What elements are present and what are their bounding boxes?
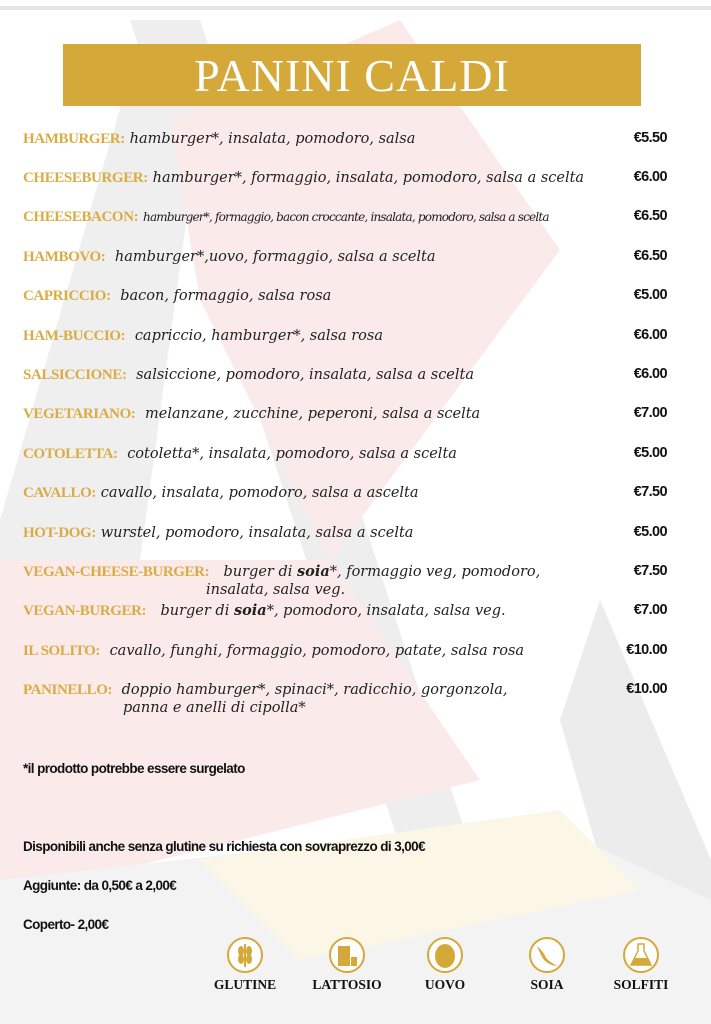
item-desc-line2: panna e anelli di cipolla* [123, 700, 306, 716]
item-desc: hamburger*, insalata, pomodoro, salsa [129, 131, 416, 147]
item-desc: doppio hamburger*, spinaci*, radicchio, gorgonzola, [121, 682, 508, 698]
allergen-label: SOLFITI [613, 977, 669, 992]
item-name: CAPRICCIO: [23, 288, 111, 304]
item-price: €7.00 [633, 602, 667, 618]
item-name: VEGETARIANO: [23, 406, 136, 422]
item-desc: hamburger*,uovo, formaggio, salsa a scelta [114, 249, 436, 265]
page-title: PANINI CALDI [63, 44, 641, 106]
cover-charge-note: Coperto- 2,00€ [23, 917, 109, 932]
item-name: VEGAN-CHEESE-BURGER: [23, 564, 210, 580]
item-price: €10.00 [626, 642, 667, 658]
item-desc: melanzane, zucchine, peperoni, salsa a scelta [144, 406, 481, 422]
item-price: €5.00 [633, 524, 667, 540]
allergen-label: UOVO [424, 977, 466, 992]
item-price: €6.00 [633, 327, 667, 343]
menu-item [23, 404, 673, 423]
menu-item [23, 483, 673, 502]
item-desc: wurstel, pomodoro, insalata, salsa a scelta [100, 525, 414, 541]
item-name: HAMBURGER: [23, 131, 125, 147]
item-price: €6.00 [633, 366, 667, 382]
item-name: SALSICCIONE: [23, 367, 127, 383]
allergen-label: LATTOSIO [312, 977, 382, 992]
menu-item [23, 286, 673, 305]
item-desc-line2: insalata, salsa veg. [206, 582, 346, 598]
item-desc: cotoletta*, insalata, pomodoro, salsa a scelta [127, 446, 457, 462]
item-price: €7.00 [633, 405, 667, 421]
item-desc: cavallo, insalata, pomodoro, salsa a ascelta [100, 485, 419, 501]
soy-icon [529, 937, 565, 973]
item-name: VEGAN-BURGER: [23, 603, 147, 619]
item-price: €7.50 [633, 563, 667, 579]
item-name: COTOLETTA: [23, 446, 118, 462]
menu-item [23, 444, 673, 463]
milk-icon [329, 937, 365, 973]
extras-note: Aggiunte: da 0,50€ a 2,00€ [23, 878, 177, 893]
allergen-soia [502, 937, 592, 993]
menu-item [23, 680, 673, 717]
allergen-glutine [200, 937, 290, 993]
allergen-label: SOIA [530, 977, 564, 992]
item-name: CAVALLO: [23, 485, 96, 501]
item-price: €5.50 [633, 130, 667, 146]
item-desc: salsiccione, pomodoro, insalata, salsa a scelta [136, 367, 474, 383]
flask-icon [623, 937, 659, 973]
item-price: €6.00 [633, 169, 667, 185]
item-desc: capriccio, hamburger*, salsa rosa [134, 328, 383, 344]
item-price: €5.00 [633, 445, 667, 461]
menu-item [23, 365, 673, 384]
menu-item [23, 129, 673, 148]
item-price: €5.00 [633, 287, 667, 303]
item-desc: burger di soia*, pomodoro, insalata, salsa veg. [160, 602, 506, 619]
menu-item [23, 562, 673, 599]
frozen-note: *il prodotto potrebbe essere surgelato [23, 761, 245, 776]
gluten-free-note: Disponibili anche senza glutine su richiesta con sovraprezzo di 3,00€ [23, 839, 425, 854]
item-name: HAM-BUCCIO: [23, 328, 126, 344]
allergen-uovo [400, 937, 490, 993]
egg-icon [427, 937, 463, 973]
item-name: CHEESEBURGER: [23, 170, 148, 186]
item-name: HOT-DOG: [23, 525, 96, 541]
item-name: HAMBOVO: [23, 249, 106, 265]
allergen-lattosio [302, 937, 392, 993]
item-name: CHEESEBACON: [23, 209, 139, 225]
top-border [0, 6, 711, 10]
item-desc: bacon, formaggio, salsa rosa [120, 288, 332, 304]
item-name: PANINELLO: [23, 682, 113, 698]
item-desc: hamburger*, formaggio, insalata, pomodoro, salsa a scelta [152, 170, 585, 186]
item-price: €6.50 [633, 248, 667, 264]
wheat-icon [227, 937, 263, 973]
menu-item [23, 168, 673, 187]
item-price: €10.00 [626, 681, 667, 697]
menu-item [23, 247, 673, 266]
item-desc: cavallo, funghi, formaggio, pomodoro, patate, salsa rosa [109, 643, 525, 659]
menu-item [23, 207, 673, 226]
menu-item [23, 326, 673, 345]
item-name: IL SOLITO: [23, 643, 101, 659]
allergen-label: GLUTINE [213, 977, 277, 992]
allergen-solfiti [596, 937, 686, 993]
item-desc: burger di soia*, formaggio veg, pomodoro, [223, 563, 541, 580]
menu-item [23, 523, 673, 542]
item-price: €7.50 [633, 484, 667, 500]
item-desc: hamburger*, formaggio, bacon croccante, insalata, pomodoro, salsa a scelta [143, 210, 549, 224]
item-price: €6.50 [633, 208, 667, 224]
menu-item [23, 601, 673, 620]
menu-item [23, 641, 673, 660]
